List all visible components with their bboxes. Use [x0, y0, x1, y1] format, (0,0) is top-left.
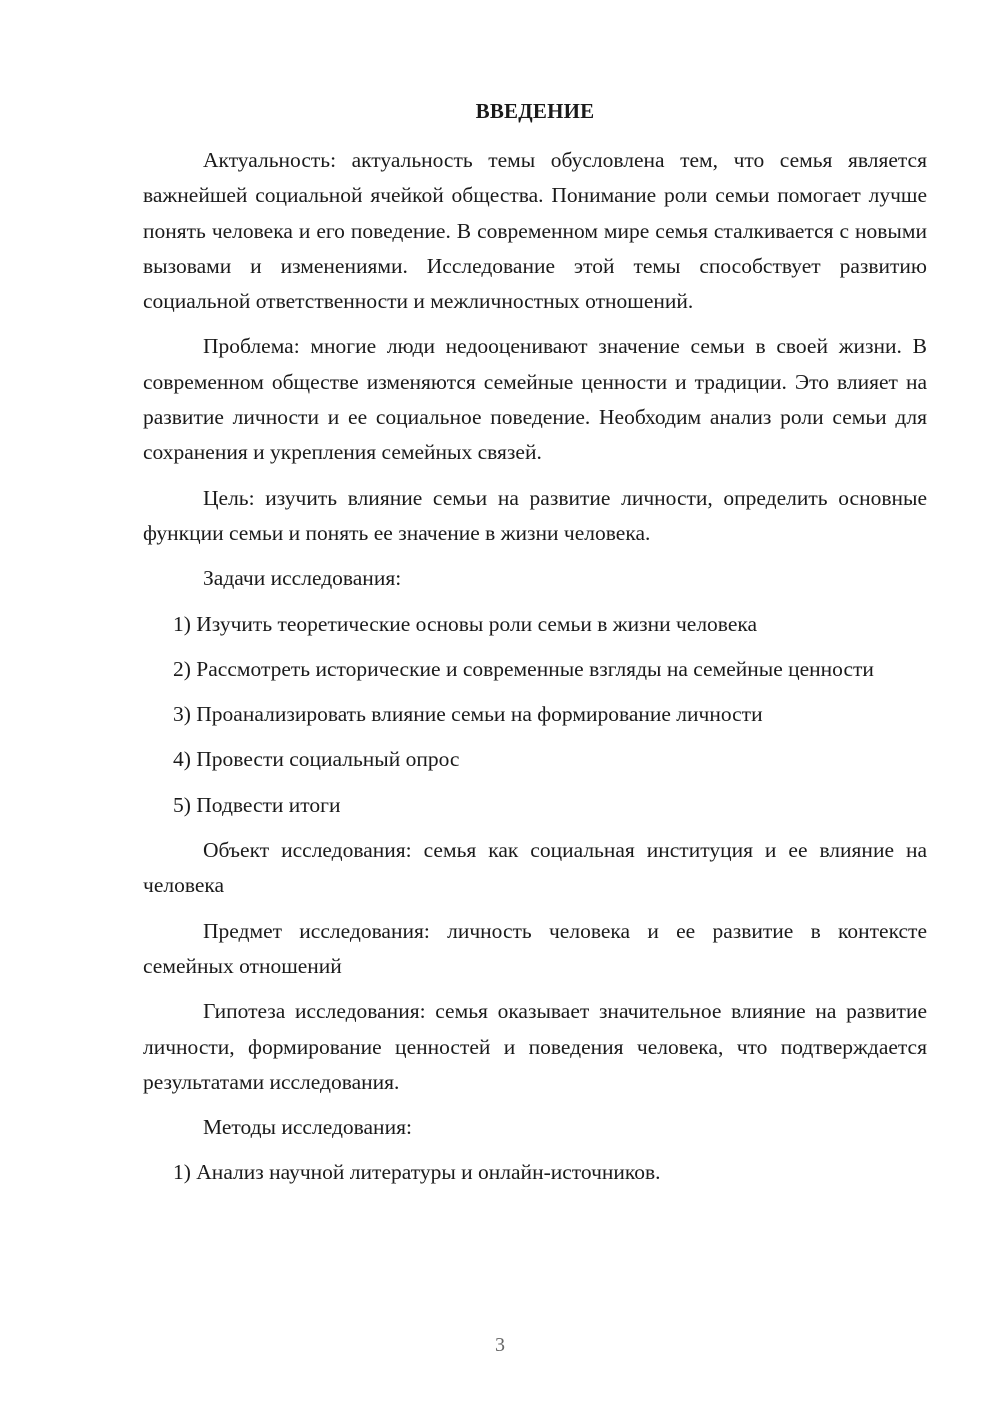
- hypothesis-paragraph: Гипотеза исследования: семья оказывает значительное влияние на развитие личности, формирование ценностей и поведения человека, что подтверждается результатами исследования.: [143, 999, 927, 1094]
- goal-paragraph: Цель: изучить влияние семьи на развитие личности, определить основные функции семьи и понять ее значение в жизни человека.: [143, 485, 927, 545]
- task-item-4: 4) Провести социальный опрос: [173, 747, 460, 772]
- task-item-3: 3) Проанализировать влияние семьи на формирование личности: [173, 702, 763, 727]
- task-item-1: 1) Изучить теоретические основы роли семьи в жизни человека: [173, 611, 758, 636]
- tasks-heading: Задачи исследования:: [203, 566, 402, 591]
- object-paragraph: Объект исследования: семья как социальная институция и ее влияние на человека: [143, 838, 927, 898]
- subject-paragraph: Предмет исследования: личность человека и ее развитие в контексте семейных отношений: [143, 918, 927, 978]
- task-item-5: 5) Подвести итоги: [173, 792, 341, 817]
- method-item-1: 1) Анализ научной литературы и онлайн-источников.: [173, 1160, 661, 1185]
- methods-heading: Методы исследования:: [203, 1115, 412, 1140]
- task-item-2: 2) Рассмотреть исторические и современные взгляды на семейные ценности: [173, 656, 874, 681]
- page-title: ВВЕДЕНИЕ: [475, 99, 595, 123]
- document-page: [143, 95, 927, 1201]
- relevance-paragraph: Актуальность: актуальность темы обусловлена тем, что семья является важнейшей социальной ячейкой общества. Понимание роли семьи помогает лучше понять человека и его поведение. В современном мире семья сталкивается с новыми вызовами и изменениями. Исследование этой темы способствует развитию социальной ответственности и межличностных отношений.: [143, 148, 927, 314]
- problem-paragraph: Проблема: многие люди недооценивают значение семьи в своей жизни. В современном обществе изменяются семейные ценности и традиции. Это влияет на развитие личности и ее социальное поведение. Необходим анализ роли семьи для сохранения и укрепления семейных связей.: [143, 334, 927, 465]
- page-number: 3: [495, 1334, 505, 1356]
